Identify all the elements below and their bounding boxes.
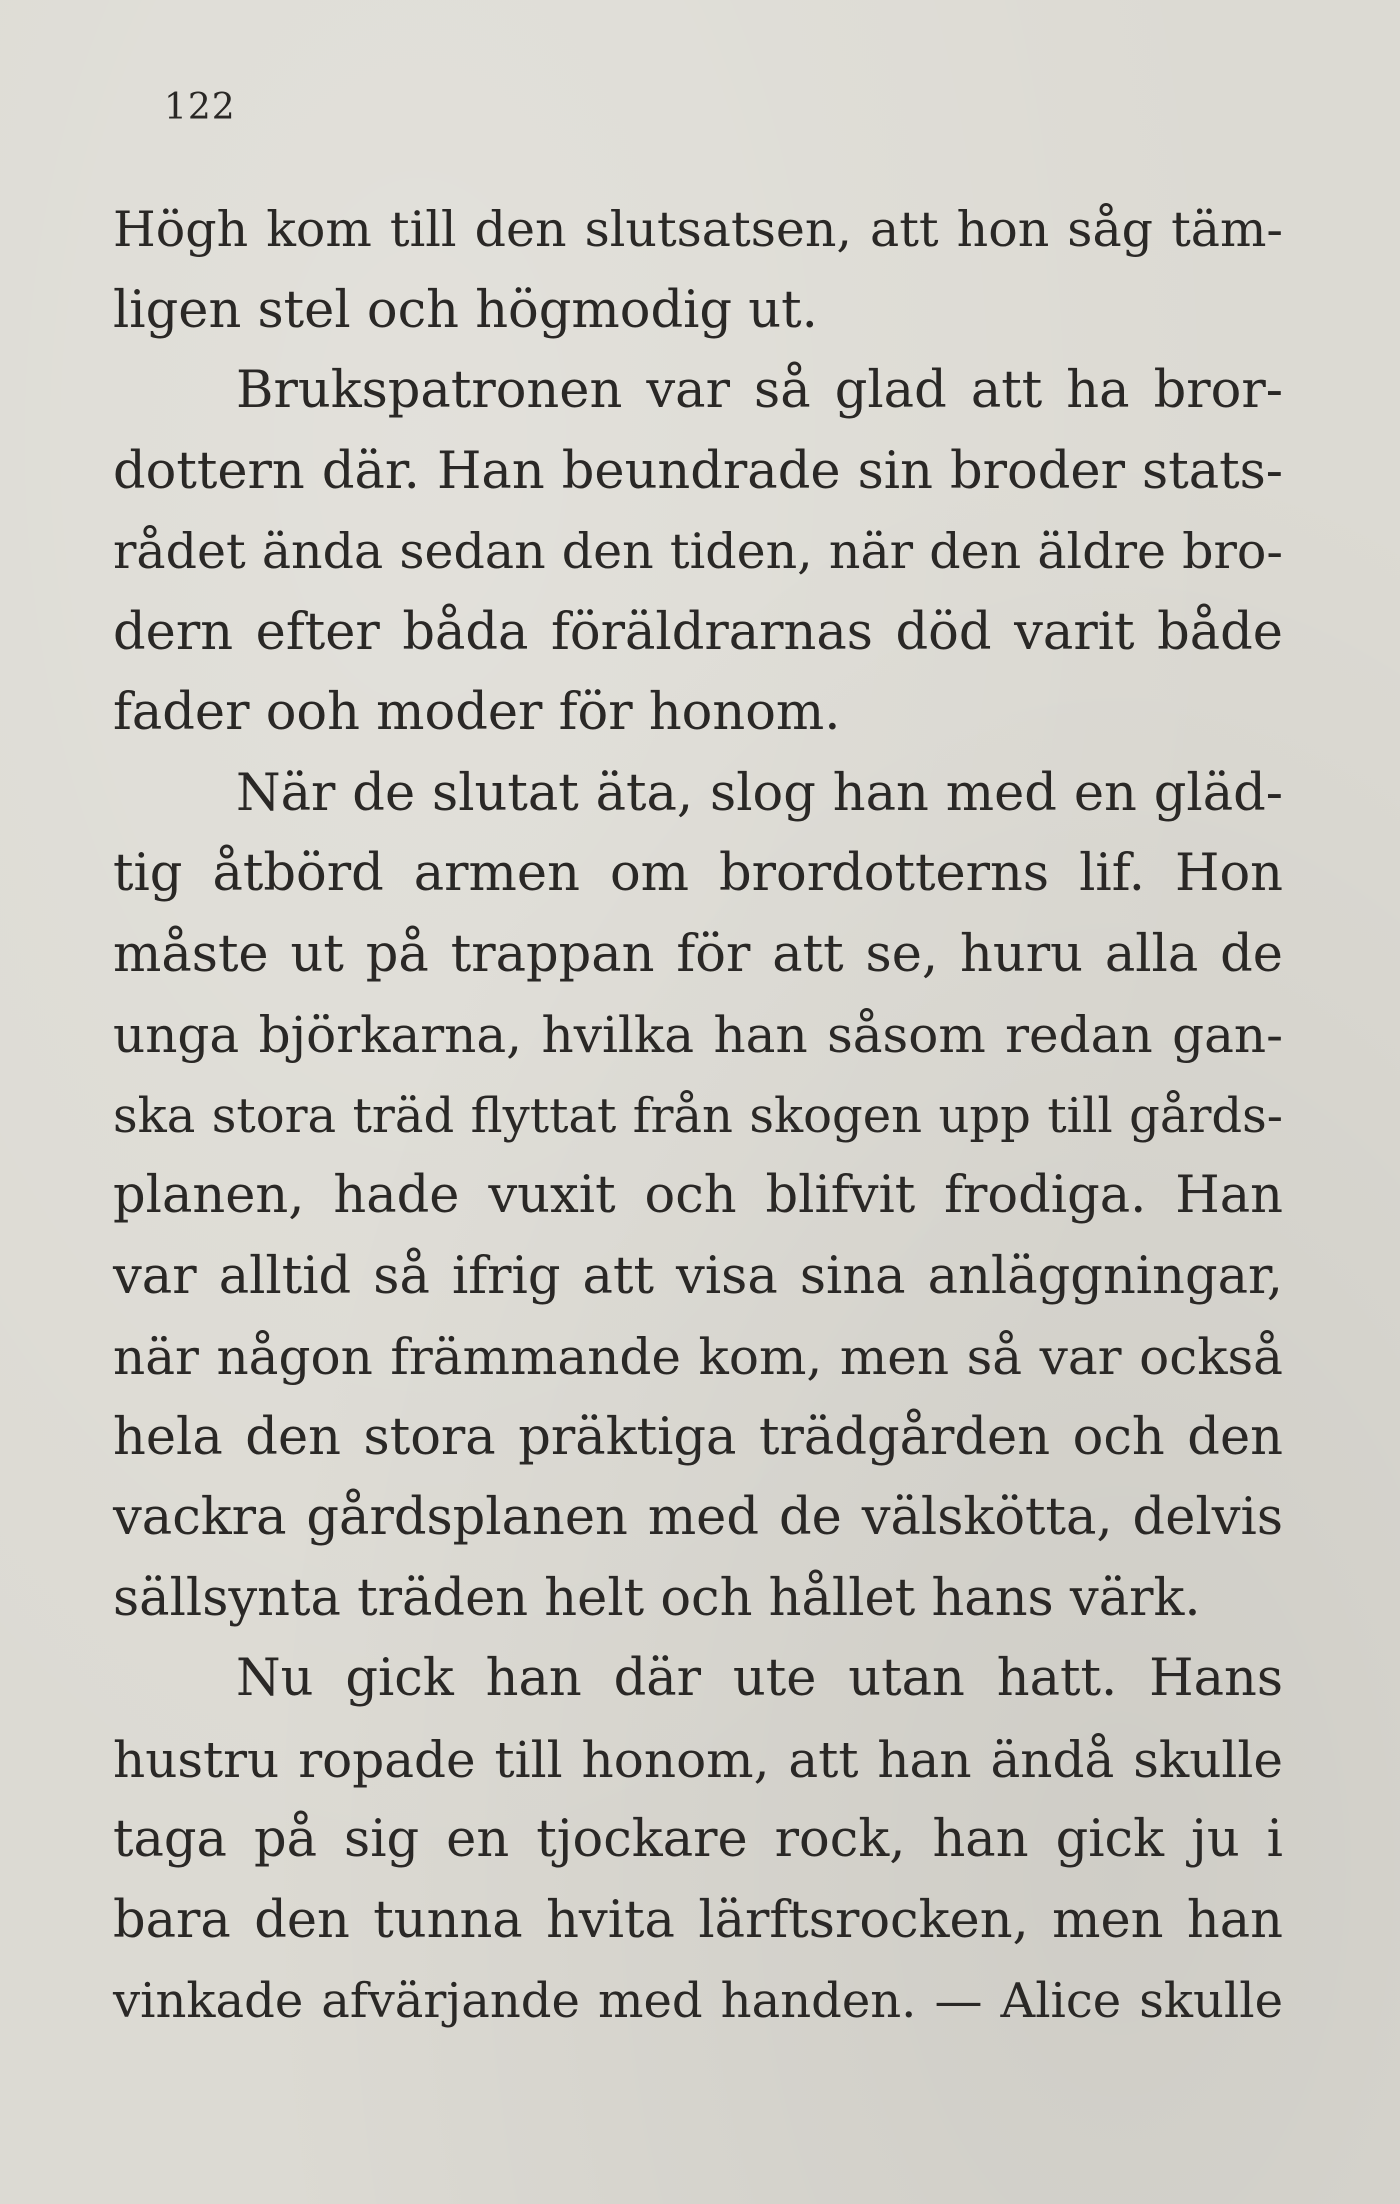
- text-line: när någon främmande kom, men så var också: [113, 1328, 1283, 1386]
- text-line: var alltid så ifrig att visa sina anläggningar,: [113, 1246, 1283, 1306]
- text-line: tig åtbörd armen om brordotterns lif. Hon: [113, 844, 1283, 903]
- text-line: vinkade afvärjande med handen. — Alice skulle: [113, 1973, 1283, 2029]
- text-line: hustru ropade till honom, att han ändå skulle: [113, 1730, 1283, 1789]
- text-line: När de slutat äta, slog han med en gläd-: [236, 763, 1283, 823]
- text-line: bara den tunna hvita lärftsrocken, men han: [113, 1890, 1283, 1950]
- text-line: ligen stel och högmodig ut.: [113, 280, 818, 340]
- text-line: vackra gårdsplanen med de välskötta, delvis: [113, 1488, 1283, 1547]
- text-line: Nu gick han där ute utan hatt. Hans: [236, 1649, 1283, 1708]
- body-text: [113, 190, 1283, 2042]
- text-line: dern efter båda föräldrarnas död varit både: [113, 602, 1283, 662]
- text-line: hela den stora präktiga trädgården och den: [113, 1407, 1283, 1467]
- text-line: planen, hade vuxit och blifvit frodiga. Han: [113, 1166, 1283, 1225]
- text-line: ska stora träd flyttat från skogen upp till gårds-: [113, 1087, 1283, 1144]
- page-number: 122: [164, 87, 236, 128]
- text-line: fader ooh moder för honom.: [113, 683, 841, 742]
- text-line: rådet ända sedan den tiden, när den äldre bro-: [113, 523, 1283, 580]
- text-line: sällsynta träden helt och hållet hans värk.: [113, 1568, 1201, 1628]
- text-line: Högh kom till den slutsatsen, att hon såg täm-: [113, 201, 1283, 258]
- text-line: taga på sig en tjockare rock, han gick ju i: [113, 1810, 1283, 1869]
- text-line: Brukspatronen var så glad att ha bror-: [236, 361, 1283, 420]
- text-line: måste ut på trappan för att se, huru alla de: [113, 924, 1283, 984]
- text-line: unga björkarna, hvilka han såsom redan gan-: [113, 1006, 1283, 1064]
- text-line: dottern där. Han beundrade sin broder stats-: [113, 441, 1283, 501]
